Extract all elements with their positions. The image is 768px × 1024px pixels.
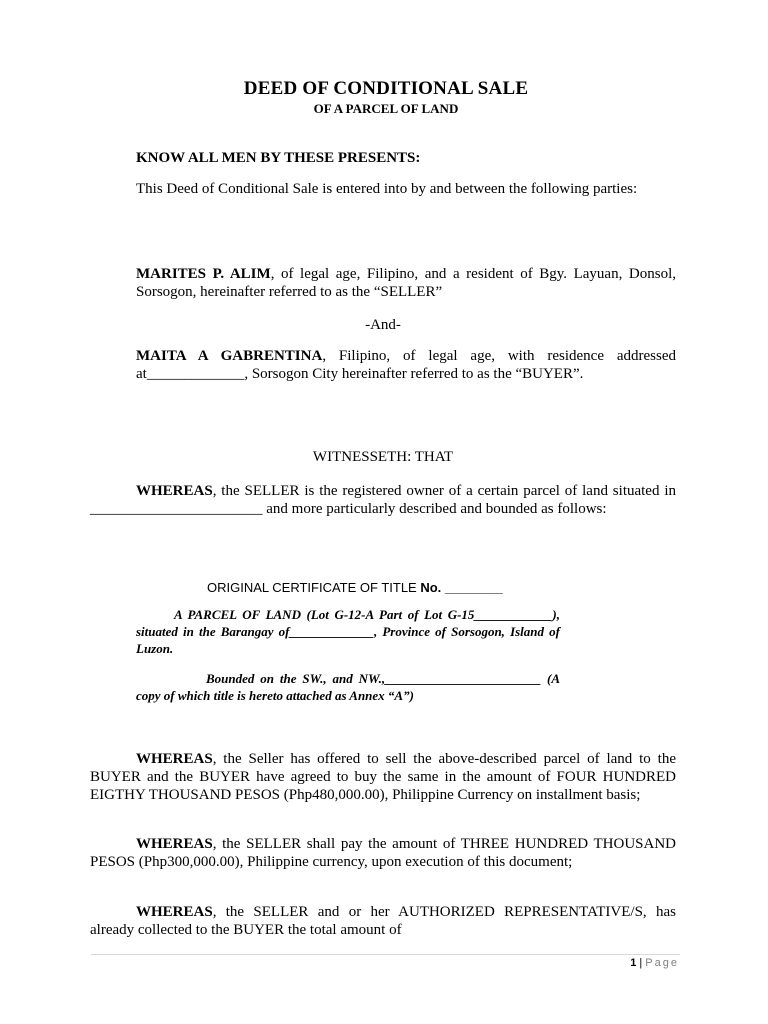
whereas-4-lead: WHEREAS: [136, 904, 213, 920]
and-separator: -And-: [365, 317, 401, 333]
footer-divider: [91, 954, 680, 955]
intro-text: This Deed of Conditional Sale is entered into by and between the following parties:: [136, 181, 638, 197]
buyer-text: , Filipino, of legal age, with residence addressed at_____________, Sorsogon City hereinafter referred to as the “BUYER”.: [136, 348, 676, 382]
whereas-paragraph-1: [90, 482, 676, 518]
seller-name: MARITES P. ALIM: [136, 266, 271, 282]
document-subtitle: OF A PARCEL OF LAND: [313, 101, 459, 116]
footer-separator: |: [636, 957, 646, 969]
document-title: DEED OF CONDITIONAL SALE: [243, 78, 529, 99]
whereas-paragraph-3: [90, 835, 676, 871]
certificate-number: No. ________: [420, 580, 503, 595]
whereas-1-lead: WHEREAS: [136, 483, 213, 499]
whereas-3-lead: WHEREAS: [136, 836, 213, 852]
parcel-text: A PARCEL OF LAND (Lot G-12-A Part of Lot G-15____________), situated in the Barangay of_____________, Province of Sorsogon, Island of Luzon.: [136, 607, 560, 656]
page-footer: [630, 957, 679, 969]
whereas-3-text: , the SELLER shall pay the amount of THREE HUNDRED THOUSAND PESOS (Php300,000.00), Philippine currency, upon execution of this document;: [90, 836, 676, 870]
buyer-paragraph: [136, 347, 676, 383]
whereas-4-text: , the SELLER and or her AUTHORIZED REPRESENTATIVE/S, has already collected to the BUYER the total amount of: [90, 904, 676, 938]
seller-paragraph: [136, 265, 676, 301]
whereas-paragraph-4: [90, 903, 676, 939]
whereas-paragraph-2: [90, 750, 676, 804]
bounded-text: Bounded on the SW., and NW.,________________________ (A copy of which title is hereto attached as Annex “A”): [136, 671, 560, 703]
page-number: 1: [630, 957, 637, 969]
buyer-name: MAITA A GABRENTINA: [136, 348, 323, 364]
bounded-description: [136, 670, 560, 704]
certificate-heading: [207, 580, 503, 595]
certificate-label: ORIGINAL CERTIFICATE OF TITLE: [207, 580, 421, 595]
whereas-1-text: , the SELLER is the registered owner of a certain parcel of land situated in _______________________ and more particularly described and bounded as follows:: [90, 483, 676, 517]
witnesseth-heading: WITNESSETH: THAT: [312, 449, 454, 465]
seller-text: , of legal age, Filipino, and a resident of Bgy. Layuan, Donsol, Sorsogon, hereinafter referred to as the “SELLER”: [136, 266, 676, 300]
intro-paragraph: [90, 180, 676, 198]
whereas-2-lead: WHEREAS: [136, 751, 213, 767]
greeting: KNOW ALL MEN BY THESE PRESENTS:: [136, 150, 421, 166]
parcel-description: [136, 606, 560, 657]
page-label: Page: [645, 957, 679, 969]
whereas-2-text: , the Seller has offered to sell the above-described parcel of land to the BUYER and the BUYER have agreed to buy the same in the amount of FOUR HUNDRED EIGTHY THOUSAND PESOS (Php480,000.00), Philippine Currency on installment basis;: [90, 751, 676, 803]
